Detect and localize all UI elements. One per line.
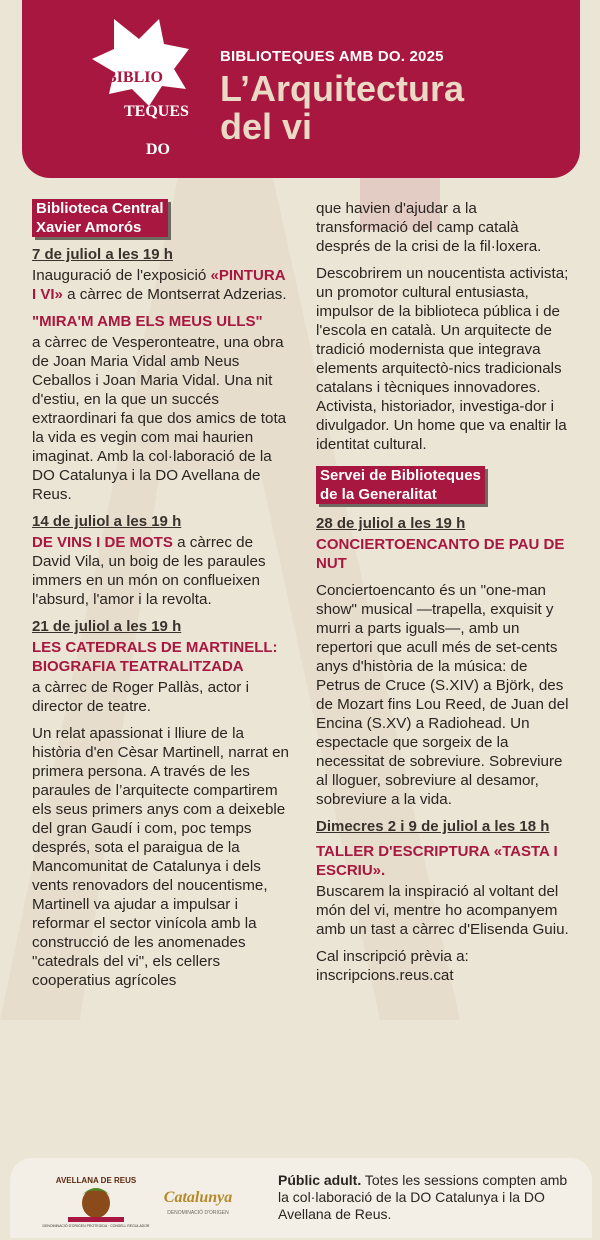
- event-text: a càrrec de David Vila, un boig de les paraules immers en un món on conflueixen l'absurd, l'amor i la revolta.: [32, 534, 266, 608]
- event-description: Un relat apassionat i lliure de la història d'en Cèsar Martinell, narrat en primera persona. A través de les paraules de l’arquitecte compartirem els seus primers anys com a deixeble del gran Gaudí i com, poc temps després, sota el paraigua de la Mancomunitat de Catalunya i dels vents renovadors del noucentisme, Martinell va ajudar a impulsar i reformar el sector vinícola amb la construcció de les anomenades "catedrals del vi", els cellers cooperatius agrícoles: [32, 725, 289, 989]
- event-description: Conciertoencanto és un "one-man show" musical —trapella, exquisit y murri a parts iguals—, amb un repertori que acull més de set-cents anys d'història de la música: de Petrus de Cruce (S.XIV) a Björk, des de Mozart fins Lou Reed, de Juan del Encina (S.XV) a Radiohead. Un espectacle que sorgeix de la necessitat de sobreviure. Sobreviure al lloguer, sobreviure al desamor, sobreviure a la vida.: [316, 582, 569, 808]
- event-description: a càrrec de Vesperonteatre, una obra de Joan Maria Vidal amb Neus Ceballos i Joan Maria Vidal. Una nit d'estiu, en la que un succés extraordinari fa que dos amics de tota la vida es vegin com mai haurien imaginat. Amb la col·laboració de la DO Catalunya i la DO Avellana de Reus.: [32, 334, 287, 503]
- event-date: 7 de juliol a les 19 h: [32, 246, 173, 263]
- svg-text:BIBLIO: BIBLIO: [106, 69, 163, 86]
- title-line-2: del vi: [220, 106, 313, 147]
- avellana-logo-subtitle: DENOMINACIÓ D'ORIGEN PROTEGIDA · CONSELL REGULADOR: [42, 1224, 150, 1228]
- library-tag-central: [32, 199, 168, 237]
- event-title: "MIRA'M AMB ELS MEUS ULLS": [32, 313, 263, 330]
- library-tag-line-2: de la Generalitat: [320, 486, 437, 503]
- event-title: LES CATEDRALS DE MARTINELL: BIOGRAFIA TEATRALITZADA: [32, 639, 278, 675]
- avellana-logo-title: AVELLANA DE REUS: [55, 1176, 137, 1185]
- svg-text:TEQUES: TEQUES: [124, 103, 189, 120]
- biblioteques-do-logo: [84, 14, 194, 164]
- library-tag-line-1: Servei de Biblioteques: [320, 467, 481, 484]
- event-date: 28 de juliol a les 19 h: [316, 515, 466, 532]
- event-date: 14 de juliol a les 19 h: [32, 513, 182, 530]
- catalunya-do-logo: [152, 1184, 244, 1218]
- event-byline: a càrrec de Roger Pallàs, actor i director de teatre.: [32, 679, 249, 715]
- collaboration-note: Totes les sessions compten amb la col·laboració de la DO Catalunya i la DO Avellana de Reus.: [278, 1172, 568, 1222]
- event-date: Dimecres 2 i 9 de juliol a les 18 h: [316, 818, 550, 835]
- footer-note: [278, 1172, 578, 1223]
- event-date: 21 de juliol a les 19 h: [32, 618, 182, 635]
- event-title: DE VINS I DE MOTS: [32, 534, 173, 551]
- event-title: CONCIERTOENCANTO DE PAU DE NUT: [316, 536, 565, 572]
- library-tag-line-2: Xavier Amorós: [36, 219, 142, 236]
- signup-link[interactable]: inscripcions.reus.cat: [316, 967, 454, 984]
- event-title: TALLER D'ESCRIPTURA «TASTA I ESCRIU».: [316, 843, 558, 879]
- right-column: [316, 199, 572, 993]
- event-description: [32, 266, 290, 304]
- signup-label: Cal inscripció prèvia a:: [316, 948, 469, 965]
- event-description: Descobrirem un noucentista activista; un promotor cultural entusiasta, impulsor de la biblioteca pública i de l'escola en català. Un arquitecte de tradició modernista que integrava elements arquitectò-nics tradicionals catalans i tècniques innovadores. Activista, historiador, investiga-dor i divulgador. Un home que va enaltir la identitat cultural.: [316, 265, 569, 453]
- library-tag-line-1: Biblioteca Central: [36, 200, 164, 217]
- signup-info: [316, 947, 572, 985]
- page-title: [220, 70, 464, 146]
- event-title: «PINTURA I VI»: [32, 267, 285, 303]
- header-kicker: BIBLIOTEQUES AMB DO. 2025: [220, 48, 444, 65]
- library-tag-servei: [316, 466, 485, 504]
- event-intro: Inauguració de l'exposició: [32, 267, 207, 284]
- svg-text:DO: DO: [146, 141, 170, 158]
- avellana-de-reus-logo: [42, 1173, 150, 1229]
- event-description: Buscarem la inspiració al voltant del món del vi, mentre ho acompanyem amb un tast a càrrec d'Elisenda Guiu.: [316, 883, 569, 938]
- footer: [10, 1158, 592, 1238]
- event-text: a càrrec de Montserrat Adzerias.: [62, 286, 287, 303]
- title-line-1: L’Arquitectura: [220, 68, 465, 109]
- catalunya-logo-subtitle: DENOMINACIÓ D'ORIGEN: [167, 1210, 229, 1216]
- audience-label: Públic adult.: [278, 1172, 362, 1188]
- event-description: [32, 533, 290, 609]
- left-column: [32, 199, 290, 998]
- catalunya-logo-title: Catalunya: [163, 1189, 233, 1206]
- event-description-continued: que havien d'ajudar a la transformació del camp català després de la crisi de la fil·loxera.: [316, 200, 542, 255]
